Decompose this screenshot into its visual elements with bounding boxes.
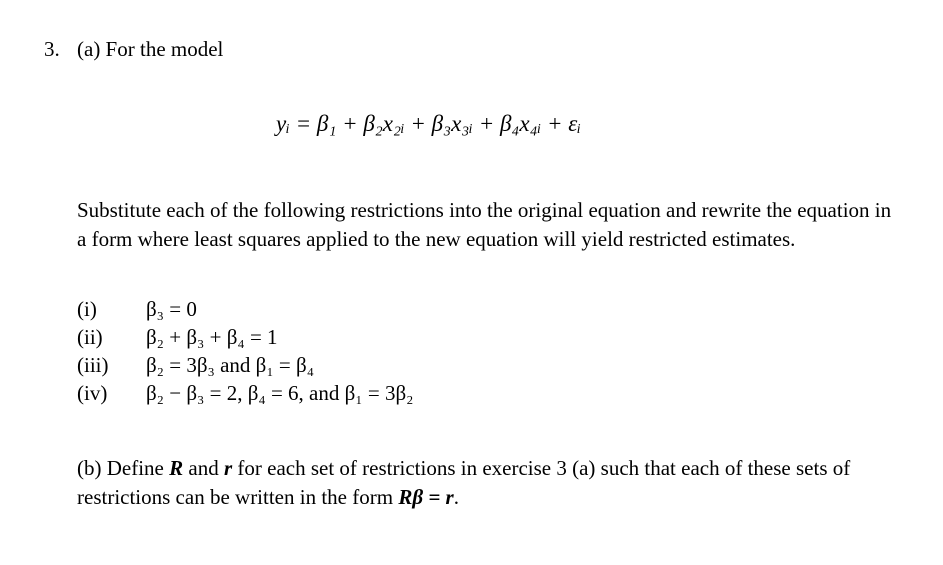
restriction-expression: β₂ − β₃ = 2, β₄ = 6, and β₁ = 3β₂ [146, 381, 414, 405]
R-matrix-symbol: R [169, 456, 184, 480]
restriction-expression: β₂ = 3β₃ and β₁ = β₄ [146, 353, 315, 377]
part-b-text: . [453, 485, 459, 509]
question-number: 3. [44, 37, 60, 61]
part-b-paragraph [77, 454, 907, 512]
part-a-instructions: Substitute each of the following restrictions into the original equation and rewrite the equation in a form where least squares applied to the new equation will yield restricted estimates. [77, 198, 892, 251]
restriction-expression: β₂ + β₃ + β₄ = 1 [146, 325, 278, 349]
restriction-label: (iii) [77, 353, 109, 377]
part-b-text: (b) Define [77, 456, 170, 480]
part-b-text: and [183, 456, 224, 480]
restriction-label: (iv) [77, 381, 108, 405]
model-equation: yᵢ = β₁ + β₂x₂ᵢ + β₃x₃ᵢ + β₄x₄ᵢ + εᵢ [276, 111, 581, 136]
restriction-expression: β₃ = 0 [146, 297, 197, 321]
part-b-text: for each set of restrictions in exercise 3 (a) such that each of these sets of restrictions can be written in the form [77, 456, 851, 509]
r-vector-symbol: r [223, 456, 233, 480]
part-a-heading: (a) For the model [77, 37, 224, 61]
restriction-label: (ii) [77, 325, 103, 349]
restriction-form-expression: Rβ = r [398, 485, 454, 509]
restriction-label: (i) [77, 297, 97, 321]
